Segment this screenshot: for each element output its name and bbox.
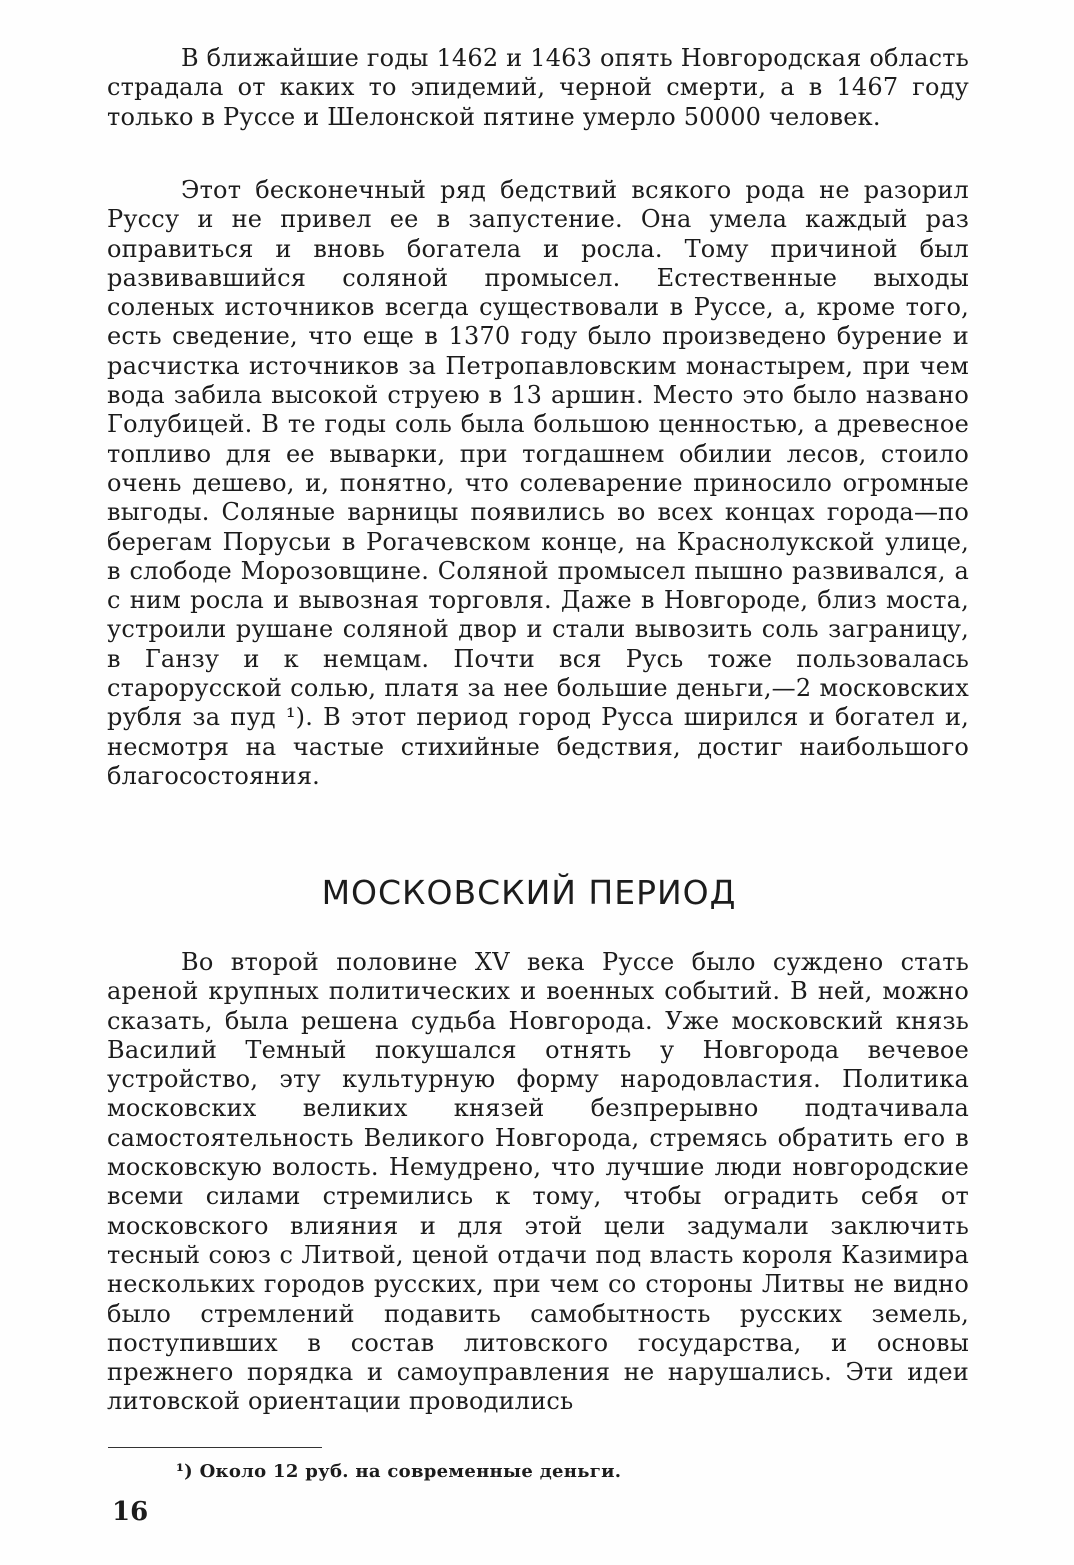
paragraph-text: Во второй половине XV века Руссе было суждено стать ареной крупных политических и военных событий. В ней, можно сказать, была решена судьба Новгорода. Уже московский князь Василий Темный покушался отнять у Новгорода вечевое устройство, эту культурную форму народовластия. Политика московских великих князей безпрерывно подтачивала самостоятельность Великого Новгорода, стремясь обратить его в московскую волость. Немудрено, что лучшие люди новгородские всеми силами стремились к тому, чтобы оградить себя от московского влияния и для этой цели задумали заключить тесный союз с Литвой, ценой отдачи под власть короля Казимира нескольких городов русских, при чем со стороны Литвы не видно было стремлений подавить самобытность русских земель, поступивших в состав литовского государства, и основы прежнего порядка и самоуправления не нарушались. Эти идеи литовской ориентации проводились	[107, 948, 969, 1416]
paragraph-salt-industry	[107, 176, 969, 791]
section-heading: МОСКОВСКИЙ ПЕРИОД	[321, 873, 737, 912]
paragraph-text: В ближайшие годы 1462 и 1463 опять Новгородская область страдала от каких то эпидемий, черной смерти, а в 1467 году только в Руссе и Шелонской пятине умерло 50000 человек.	[107, 44, 969, 131]
paragraph-moscow-period	[107, 948, 969, 1417]
paragraph-epidemics	[107, 44, 969, 132]
paragraph-text: Этот бесконечный ряд бедствий всякого рода не разорил Руссу и не привел ее в запустение. Она умела каждый раз оправиться и вновь богатела и росла. Тому причиной был развивавшийся соляной промысел. Естественные выходы соленых источников всегда существовали в Руссе, а, кроме того, есть сведение, что еще в 1370 году было произведено бурение и расчистка источников за Петропавловским монастырем, при чем вода забила высокой струею в 13 аршин. Место это было названо Голубицей. В те годы соль была большою ценностью, а древесное топливо для ее выварки, при тогдашнем обилии лесов, стоило очень дешево, и, понятно, что солеварение приносило огромные выгоды. Соляные варницы появились во всех концах города—по берегам Порусьи в Рогачевском конце, на Краснолукской улице, в слободе Морозовщине. Соляной промысел пышно развивался, а с ним росла и вывозная торговля. Даже в Новгороде, близ моста, устроили рушане соляной двор и стали вывозить соль заграницу, в Ганзу и к немцам. Почти вся Русь тоже пользовалась старорусской солью, платя за нее большие деньги,—2 московских рубля за пуд ¹). В этот период город Русса ширился и богател и, несмотря на частые стихийные бедствия, достиг наибольшого благосостояния.	[107, 176, 969, 790]
footnote: ¹) Около 12 руб. на современные деньги.	[176, 1461, 622, 1482]
footnote-divider	[108, 1447, 322, 1448]
page-number: 16	[112, 1497, 149, 1527]
